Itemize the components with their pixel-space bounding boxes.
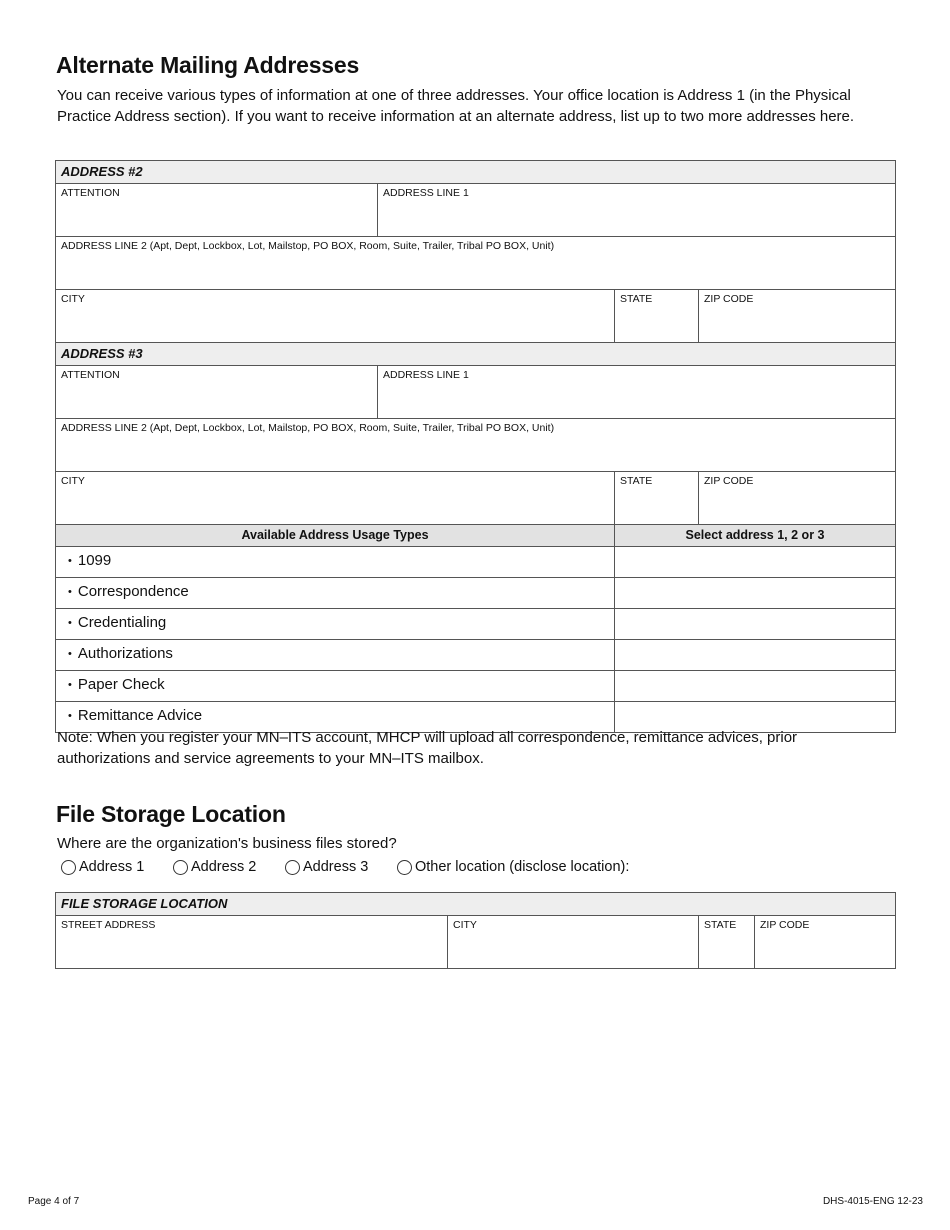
alternate-addresses-title: Alternate Mailing Addresses: [56, 52, 360, 78]
address2-line2-field[interactable]: [56, 237, 896, 290]
address2-line1-field[interactable]: [378, 184, 896, 237]
address2-heading: ADDRESS #2: [56, 161, 896, 184]
address3-line1-label: ADDRESS LINE 1: [383, 369, 469, 381]
file-storage-question: Where are the organization's business files stored?: [57, 835, 397, 852]
file-storage-table-heading: FILE STORAGE LOCATION: [56, 893, 896, 916]
radio-other-location-label: Other location (disclose location):: [415, 859, 630, 875]
usage-item-label: 1099: [77, 552, 112, 569]
bullet-icon: •: [68, 679, 72, 691]
alternate-addresses-intro: You can receive various types of information at one of three addresses. Your office location is Address 1 (in the Physical Practice Address section). If you want to receive information at an alternate address, list up to two more addresses here.: [57, 87, 855, 125]
usage-types-header: Available Address Usage Types: [56, 525, 615, 547]
radio-address-2[interactable]: [173, 859, 285, 875]
address2-zip-field[interactable]: [699, 290, 896, 343]
select-address-header: Select address 1, 2 or 3: [615, 525, 896, 547]
radio-address-1[interactable]: [61, 859, 173, 875]
radio-address-2-label: Address 2: [191, 859, 257, 875]
address3-state-field[interactable]: [615, 472, 699, 525]
form-id: DHS-4015-ENG 12-23: [822, 1196, 923, 1207]
usage-select-correspondence-field[interactable]: [615, 578, 896, 609]
usage-row: [56, 547, 896, 578]
bullet-icon: •: [68, 648, 72, 660]
address3-line1-field[interactable]: [378, 366, 896, 419]
usage-item-label: Correspondence: [77, 583, 189, 600]
address3-zip-field[interactable]: [699, 472, 896, 525]
usage-item-label: Authorizations: [77, 645, 173, 662]
radio-address-1-label: Address 1: [79, 859, 145, 875]
address3-attention-field[interactable]: [56, 366, 378, 419]
storage-state-field[interactable]: [699, 916, 755, 969]
address2-city-label: CITY: [61, 293, 85, 305]
address3-city-field[interactable]: [56, 472, 615, 525]
address2-city-field[interactable]: [56, 290, 615, 343]
file-storage-title: File Storage Location: [56, 801, 286, 827]
usage-select-credentialing-field[interactable]: [615, 609, 896, 640]
usage-item-paper-check: [56, 671, 615, 702]
bullet-icon: •: [68, 555, 72, 567]
address3-state-label: STATE: [620, 475, 653, 487]
page-number: Page 4 of 7: [28, 1196, 80, 1207]
usage-select-paper-check-field[interactable]: [615, 671, 896, 702]
storage-street-label: STREET ADDRESS: [61, 919, 156, 931]
file-storage-table: [55, 892, 896, 969]
address2-attention-field[interactable]: [56, 184, 378, 237]
usage-item-credentialing: [56, 609, 615, 640]
usage-item-1099: [56, 547, 615, 578]
usage-row: [56, 578, 896, 609]
storage-street-field[interactable]: [56, 916, 448, 969]
address2-line1-label: ADDRESS LINE 1: [383, 187, 469, 199]
bullet-icon: •: [68, 710, 72, 722]
address2-zip-label: ZIP CODE: [704, 293, 754, 305]
address2-attention-label: ATTENTION: [61, 187, 120, 199]
radio-address-3-label: Address 3: [303, 859, 369, 875]
radio-circle-icon[interactable]: [397, 860, 412, 875]
storage-city-label: CITY: [453, 919, 477, 931]
radio-circle-icon[interactable]: [61, 860, 76, 875]
radio-other-location[interactable]: [397, 859, 629, 875]
usage-item-label: Remittance Advice: [77, 707, 203, 724]
address3-zip-label: ZIP CODE: [704, 475, 754, 487]
address2-line2-label: ADDRESS LINE 2 (Apt, Dept, Lockbox, Lot, Mailstop, PO BOX, Room, Suite, Trailer, Tribal PO BOX, Unit): [61, 240, 555, 252]
usage-item-authorizations: [56, 640, 615, 671]
usage-row: [56, 609, 896, 640]
usage-item-correspondence: [56, 578, 615, 609]
usage-select-authorizations-field[interactable]: [615, 640, 896, 671]
storage-state-label: STATE: [704, 919, 737, 931]
mn-its-note: Note: When you register your MN–ITS account, MHCP will upload all correspondence, remittance advices, prior authorizations and service agreements to your MN–ITS mailbox.: [57, 729, 798, 767]
storage-zip-field[interactable]: [755, 916, 896, 969]
storage-city-field[interactable]: [448, 916, 699, 969]
usage-item-label: Credentialing: [77, 614, 167, 631]
radio-address-3[interactable]: [285, 859, 397, 875]
address3-heading: ADDRESS #3: [56, 343, 896, 366]
address3-line2-field[interactable]: [56, 419, 896, 472]
address3-line2-label: ADDRESS LINE 2 (Apt, Dept, Lockbox, Lot, Mailstop, PO BOX, Room, Suite, Trailer, Tribal PO BOX, Unit): [61, 422, 555, 434]
storage-zip-label: ZIP CODE: [760, 919, 810, 931]
usage-row: [56, 671, 896, 702]
bullet-icon: •: [68, 617, 72, 629]
usage-select-1099-field[interactable]: [615, 547, 896, 578]
file-storage-radio-group: [61, 859, 629, 875]
alternate-address-table: [55, 160, 896, 733]
address2-state-label: STATE: [620, 293, 653, 305]
usage-row: [56, 640, 896, 671]
address3-city-label: CITY: [61, 475, 85, 487]
radio-circle-icon[interactable]: [173, 860, 188, 875]
address2-state-field[interactable]: [615, 290, 699, 343]
address3-attention-label: ATTENTION: [61, 369, 120, 381]
bullet-icon: •: [68, 586, 72, 598]
radio-circle-icon[interactable]: [285, 860, 300, 875]
usage-item-label: Paper Check: [77, 676, 165, 693]
